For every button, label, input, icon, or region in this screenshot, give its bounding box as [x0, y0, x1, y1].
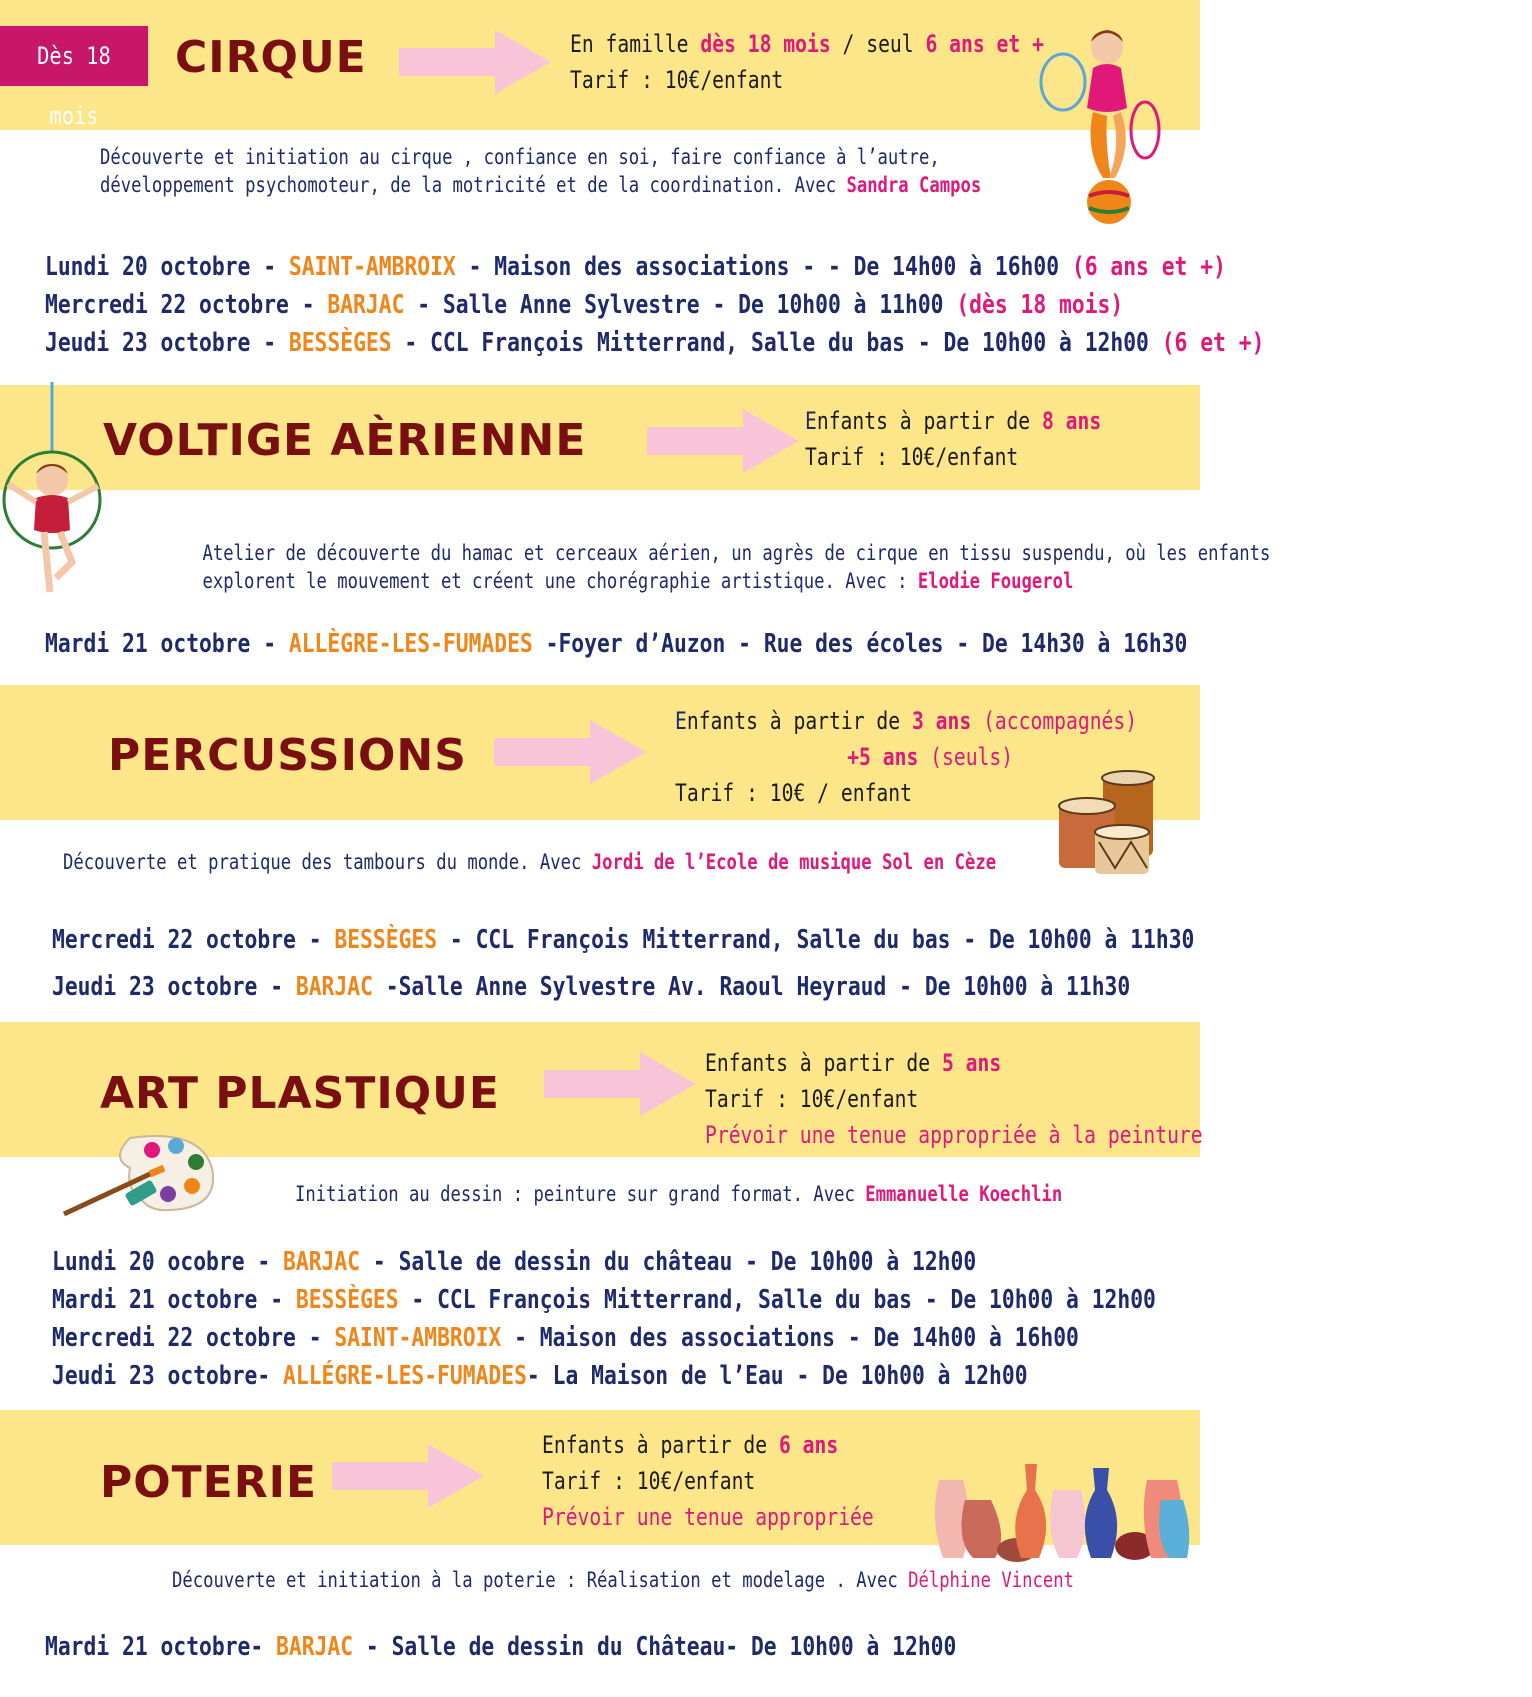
arrow-icon: [540, 1048, 700, 1120]
percussions-tarif: Tarif : 10€ / enfant: [675, 779, 912, 807]
art-tarif: Tarif : 10€/enfant: [705, 1085, 919, 1113]
poterie-schedule: [45, 1628, 1156, 1666]
session-row: Mardi 21 octobre - BESSÈGES - CCL François Mitterrand, Salle du bas - De 10h00 à 12h00: [52, 1285, 1156, 1315]
voltige-age-line: Enfants à partir de 8 ans: [805, 407, 1102, 435]
cirque-age-line: En famille dès 18 mois / seul 6 ans et +: [570, 30, 1044, 58]
poterie-tarif: Tarif : 10€/enfant: [542, 1467, 756, 1495]
session-row: Mardi 21 octobre- BARJAC - Salle de dessin du Château- De 10h00 à 12h00: [45, 1632, 957, 1662]
percussions-age-line: Enfants à partir de 3 ans (accompagnés): [675, 707, 1138, 735]
poterie-title: POTERIE: [100, 1457, 318, 1508]
poterie-description: [172, 1566, 1272, 1594]
session-row: Lundi 20 octobre - SAINT-AMBROIX - Maison des associations - - De 14h00 à 16h00 (6 ans et +): [45, 252, 1226, 282]
art-schedule: [52, 1243, 1398, 1395]
cirque-desc-line: développement psychomoteur, de la motricité et de la coordination. Avec Sandra Campos: [100, 173, 982, 197]
session-row: Mardi 21 octobre - ALLÈGRE-LES-FUMADES -Foyer d’Auzon - Rue des écoles - De 14h30 à 16h30: [45, 629, 1188, 659]
percussions-desc-line: Découverte et pratique des tambours du monde. Avec Jordi de l’Ecole de musique Sol en Cèze: [63, 850, 997, 874]
poterie-desc-line: Découverte et initiation à la poterie : Réalisation et modelage . Avec Délphine Vincent: [172, 1568, 1074, 1592]
session-row: Jeudi 23 octobre- ALLÉGRE-LES-FUMADES- La Maison de l’Eau - De 10h00 à 12h00: [52, 1361, 1028, 1391]
cirque-desc-line: Découverte et initiation au cirque , confiance en soi, faire confiance à l’autre,: [100, 145, 940, 169]
arrow-icon: [490, 716, 650, 788]
session-row: Mercredi 22 octobre - BESSÈGES - CCL François Mitterrand, Salle du bas - De 10h00 à 11h30: [52, 925, 1195, 955]
age-badge: Dès 18 mois: [0, 26, 148, 86]
cirque-tarif: Tarif : 10€/enfant: [570, 66, 784, 94]
arrow-icon: [328, 1440, 488, 1512]
session-row: Mercredi 22 octobre - SAINT-AMBROIX - Maison des associations - De 14h00 à 16h00: [52, 1323, 1079, 1353]
voltige-desc-line: Atelier de découverte du hamac et cerceaux aérien, un agrès de cirque en tissu suspendu, où les enfants: [202, 541, 1271, 565]
voltige-description: [108, 539, 1271, 595]
art-age-line: Enfants à partir de 5 ans: [705, 1049, 1002, 1077]
art-title: ART PLASTIQUE: [100, 1068, 500, 1119]
art-description: [295, 1180, 1231, 1208]
percussions-age-line-2: +5 ans (seuls): [847, 743, 1014, 771]
pottery-vases-icon: [925, 1460, 1190, 1565]
voltige-desc-line: explorent le mouvement et créent une chorégraphie artistique. Avec : Elodie Fougerol: [202, 569, 1074, 593]
session-row: Lundi 20 ocobre - BARJAC - Salle de dessin du château - De 10h00 à 12h00: [52, 1247, 977, 1277]
voltige-schedule: [45, 625, 1438, 663]
session-row: Jeudi 23 octobre - BESSÈGES - CCL François Mitterrand, Salle du bas - De 10h00 à 12h00 (6 et +): [45, 328, 1265, 358]
voltige-tarif: Tarif : 10€/enfant: [805, 443, 1019, 471]
poterie-info: [542, 1427, 947, 1535]
paint-palette-icon: [60, 1128, 220, 1218]
percussions-description: [63, 848, 1201, 876]
arrow-icon: [643, 405, 803, 477]
art-desc-line: Initiation au dessin : peinture sur grand format. Avec Emmanuelle Koechlin: [295, 1182, 1063, 1206]
art-info: [705, 1045, 1312, 1153]
session-row: Mercredi 22 octobre - BARJAC - Salle Anne Sylvestre - De 10h00 à 11h00 (dès 18 mois): [45, 290, 1124, 320]
percussions-title: PERCUSSIONS: [108, 730, 467, 781]
cirque-title: CIRQUE: [175, 32, 367, 83]
poterie-age-line: Enfants à partir de 6 ans: [542, 1431, 839, 1459]
voltige-title: VOLTIGE AÈRIENNE: [103, 415, 587, 466]
cirque-schedule: [45, 248, 1532, 362]
arrow-icon: [395, 26, 555, 98]
poterie-note: Prévoir une tenue appropriée: [542, 1503, 874, 1531]
percussions-schedule: [52, 921, 1445, 1006]
cirque-description: [100, 143, 1175, 199]
voltige-info: [805, 403, 1166, 475]
art-note: Prévoir une tenue appropriée à la peinture: [705, 1121, 1203, 1149]
aerial-hoop-child-icon: [0, 382, 110, 612]
session-row: Jeudi 23 octobre - BARJAC -Salle Anne Sylvestre Av. Raoul Heyraud - De 10h00 à 11h30: [52, 972, 1131, 1002]
